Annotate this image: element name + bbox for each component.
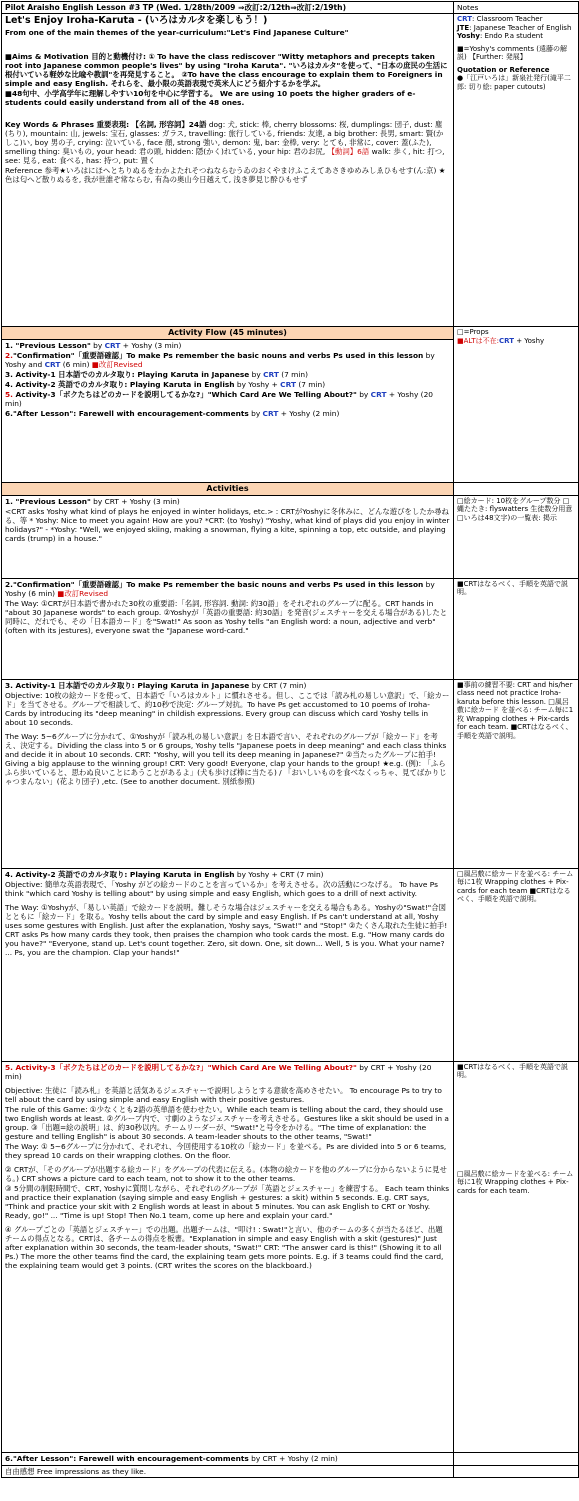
reference: Reference 参考★いろはにほへとちりぬるをわかよたれそつねならむうゐのおくやまけふこえてあさきゆめみしゑひもせす(ん:京) ★色は匂へど散りぬるを, 我が世誰ぞ常ならむ, 有為の奥山今日越えて, 浅き夢見じ酔ひもせず (5, 166, 446, 185)
activity-5-rule: The rule of this Game: ①少なくとも2語の英単語を使わせたい。While each team is telling about the card, they should use two English words at least. ②グループ内で、寸劇のようなジェスチャーを考えさせる。Gestures like a skit should be used in a group. ③「出題=絵の説明」は、約30秒以内。チームリーダーが、"Swat!"と号令をかける。"The time of explanation: the gesture and telling English" is about 30 seconds. A team-leader shouts to the other teams, "Swat!" (5, 1104, 449, 1141)
activity-2 (2, 578, 454, 679)
activity-3-notes: ■事前の練習不要: CRT and his/her class need not practice Iroha-karuta before this lesson. □風呂敷に絵カード を並べる: チーム毎に1枚 Wrapping clothes + Pix-cards for each team. ■CRTはなるべく、手順を英語で説明。 (454, 679, 579, 868)
yoshy-abbr: Yoshy (457, 32, 480, 41)
free-impressions: 自由感想 Free impressions as they like. (2, 1465, 454, 1477)
flow-notes (454, 327, 579, 483)
activity-2-revised: ■改訂Revised (57, 588, 109, 598)
aims-level: ■48句中、小学高学年に理解しやすい10句を中心に学習する。 We are using 10 poets the higher graders of e-students could easily understand from all of the 48 ones. (5, 88, 416, 108)
activity-1-by: by CRT + Yoshy (3 min) (90, 496, 180, 506)
activity-4-title: 4. Activity-2 英語でのカルタ取り: Playing Karuta in English (5, 869, 235, 879)
flow-list (2, 340, 454, 483)
activity-4-way: The Way: ①Yoshyが、「易しい英語」で絵カードを説明。難しそうな場合はジェスチャーを交える場合もある。Yoshyの"Swat!"合図とともに「絵カード」を取る。Yoshy tells about the card by simple and easy English. If Ps can't understand at all, Yoshy uses some gestures with English. Just after the explanation, Yoshy says, "Swat!" and "Stop!" ②たくさん取れた生徒に拍手! CRT asks Ps how many cards they took, then praises the champion who took cards the most. E.g. "How many cards do you have?" "Everyone, stand up. Let's count together. Zero, sit down. One, sit down... Well, 5 is you. What your name? ... Ps, you are the champion. Clap your hands!" (5, 902, 448, 957)
aims-paragraph: ■Aims & Motivation 目的と動機付け: ① To have the class rediscover "Witty metaphors and precepts taken root into Japanese common people's lives" by using "Iroha Karuta". "いろはカルタ"を使って、"日本の庶民の生活に根付いている軽妙な比喩や教訓"を再発見すること。 ②To have the class encourage to explain them to Foreigners in simple and easy English. それらを、最小限の英語表現で英米人にどう紹介するかを学ぶ。 (5, 51, 448, 88)
activity-4-objective: Objective: 簡単な英語表現で、「Yoshy がどの絵カードのことを言っているか」を考えさせる。次の活動につなげる。 To have Ps think "which card Yoshy is telling about" by using simple and easy English, which goes to a drill of next activity. (5, 879, 438, 898)
yoshy-def: : Endo P.a student (479, 32, 543, 41)
lesson-plan-table (1, 1, 579, 1478)
activity-3 (2, 679, 454, 868)
activity-3-way: The Way: 5~6グループに分かれて、①Yoshyが「読み札の易しい意訳」を日本語で言い、それぞれのグループが「絵カード」を考え、決定する。Dividing the class into 5 or 6 groups, Yoshy tells "Japanese poets in deep meaning" and each class thinks and decide it in about 10 seconds. CRT: "Yoshy, will you tell its deep meaning in Japanese?" ②当たったグループに拍手! Giving a big applause to the winning group! CRT: Very good! Everyone, clap your hands to the group! ★e.g. (例): 「ふらふら歩いていると、思わぬ良いことにあうことがあるよ」(犬も歩けば棒に当たる) / 「おいしいものを食べなくっちゃ、見てばかりじゃつまんない」(花より団子) ,etc. (See to another document. 別紙参照) (5, 731, 447, 787)
crt-abbr: CRT (457, 15, 472, 24)
activities-header-notes (454, 483, 579, 496)
key-words-verbs: walk: 歩く, hit: 打つ, see: 見る, eat: 食べる, has: 持つ, put: 置く (5, 147, 445, 166)
lesson-plan-sheet (1, 1, 578, 1478)
activity-1-body: <CRT asks Yoshy what kind of plays he enjoyed in winter holidays, etc.> : CRTがYoshyに冬休みに、どんな遊びをしたか尋ねる、等 * Yoshy: Nice to meet you again! How are you? *CRT: (to Yoshy) "Yoshy, what kind of plays did you enjoy in winter holidays?" - *Yoshy: "Well, we enjoyed skiing, making a snowman, flying a kite, spinning a top, etc outside, and playing cards (trump) in a house." (5, 506, 450, 543)
key-words-head: Key Words & Phrases 重要表現: 【名詞, 形容詞】24語 (5, 120, 207, 130)
activity-1 (2, 495, 454, 578)
plan-title: Pilot Araisho English Lesson #3 TP (Wed. 1/28th/2009 ⇒改訂:2/12th⇒改訂:2/19th) (2, 2, 454, 14)
activity-2-notes: ■CRTはなるべく、手順を英語で説明。 (454, 578, 579, 679)
activity-5-title: 5. Activity-3「ボクたちはどのカードを説明してるかな?」"Which Card Are We Telling About?" (5, 1062, 357, 1072)
activity-5-way-2: ② CRTが、「そのグループが出題する絵カード」をグループの代表に伝える。(本物の絵カードを他のグループに分からないように見せる。) CRT shows a picture card to each team, not to show it to the other teams. (5, 1165, 447, 1184)
activity-5-note-2: □風呂敷に絵カードを並べる: チーム毎に1枚 Wrapping clothes + Pix-cards for each team. (457, 1169, 574, 1195)
alt-yoshy: + Yoshy (513, 336, 545, 345)
alt-absent: ■ALTは不在: (457, 336, 499, 345)
free-impressions-notes (454, 1465, 579, 1477)
quote-body: ●「江戸いろは」新泉社発行(滝平二郎: 切り絵: paper cutouts) (457, 74, 571, 91)
intro-notes (454, 14, 579, 327)
notes-label: Notes (454, 2, 579, 14)
flow-item-3: 3. Activity-1 日本語でのカルタ取り: Playing Karuta in Japanese by CRT (7 min) (5, 370, 308, 380)
activities-header: Activities (2, 483, 454, 496)
quote-head: Quotation or Reference (457, 65, 550, 74)
activity-6-title: 6."After Lesson": Farewell with encouragement-comments (5, 1453, 249, 1463)
activity-3-objective: Objective: 10枚の絵カードを使って、日本語で「いろはカルト」に慣れさせる。但し、ここでは「読み札の易しい意訳」で、「絵カード」を当てさせる。グループで相談して、約10秒で決定: グループ対抗。To have Ps get accustomed to 10 poems of Iroha-Cards by introducing its "deep meaning" in childish expressions. Every group can discuss which card Yoshy tells in about 10 seconds. (5, 690, 450, 727)
activity-6-notes (454, 1452, 579, 1465)
activity-3-title: 3. Activity-1 日本語でのカルタ取り: Playing Karuta in Japanese (5, 680, 250, 690)
flow-item-6: 6."After Lesson": Farewell with encouragement-comments by CRT + Yoshy (2 min) (5, 409, 340, 419)
activity-3-by: by CRT (7 min) (249, 680, 307, 690)
activity-5-way-1: The Way: ① 5~6グループに分かれて、それぞれ、今回使用する10枚の「絵カード」を並べる。Ps are divided into 5 or 6 teams, they spread 10 cards on their wrapping clothes. On the floor. (5, 1142, 447, 1161)
activity-4-notes: □風呂敷に絵カードを並べる: チーム毎に1枚 Wrapping clothes + Pix-cards for each team ■CRTはなるべく、手順を英語で説明。 (454, 868, 579, 1061)
activity-4-by: by Yoshy + CRT (7 min) (234, 869, 324, 879)
activity-5-objective: Objective: 生徒に「読み札」を英語と活気あるジェスチャーで説明しようとする意欲を高めさせたい。 To encourage Ps to try to tell about the card by using simple and easy English with their positive gestures. (5, 1085, 442, 1104)
activity-5-notes (454, 1061, 579, 1452)
activity-5-by: by CRT + Yoshy (20 min) (5, 1062, 432, 1081)
alt-crt: CRT (498, 336, 514, 345)
activity-4 (2, 868, 454, 1061)
key-words (5, 120, 450, 165)
key-words-verbs-head: 【動詞】6語 (325, 147, 370, 157)
flow-item-1: 1. "Previous Lesson" by CRT + Yoshy (3 min) (5, 341, 182, 350)
lesson-title: Let's Enjoy Iroha-Karuta - (いろはカルタを楽しもう！) (5, 15, 268, 27)
activity-1-notes: □絵カード: 10枚をグループ数分 □蝿たたき: flyswatters 生徒数分用意 □いろは48文字)の一覧表: 掲示 (454, 495, 579, 578)
activity-5-way-3: ③ 5分間の制限時間で、CRT, Yoshyに質問しながら、それぞれのグループが「英語とジェスチャー」を練習する。 Each team thinks and practice their explanation (saying simple and easy English + gestures: a skit) within 5 seconds. E.g. CRT says, "Think and practice your skit with 2 English words at least in about 5 minutes. You can ask English to CRT or Yoshy. Ready, go!" ... "Time is up! Stop! Then No.1 team, come up here and explain your card." (5, 1184, 450, 1221)
flow-header: Activity Flow (45 minutes) (2, 327, 454, 340)
activity-6-by: by CRT + Yoshy (2 min) (248, 1453, 338, 1463)
comment-legend: ■=Yoshy's comments (遠藤の解説) 【Further: 発展】 (457, 44, 567, 62)
activity-1-title: 1. "Previous Lesson" (5, 496, 91, 506)
props-legend: □=Props (457, 328, 489, 337)
activity-5-way-4: ④ グループごとの「英語とジェスチャー」での出題。出題チームは、"叩け! : Swat!"と言い、他のチームの多くが当たるほど、出題チームの得点となる。CRTは、各チームの得点を板書。"Explanation in simple and easy English with a skit (gestures)" Just after explanation within 30 seconds, the team-leader shouts, "Swat!" CRT: "The answer card is this!" (Showing it to all Ps.) The more the other teams find the card, the explaining team gets more points. E.g. if 3 teams could find the card, the explaining team would get 3 points. (CRT writes the scores on the blackboard.) (5, 1225, 444, 1271)
activity-2-way: The Way: ①CRTが日本語で書かれた30枚の重要語:「名詞, 形容詞. 動詞: 約30語」をそれぞれのグループに配る。CRT hands in "about 30 Japanese words" to each group. ②Yoshyが「英語の重要語: 約30語」を発音(ジェスチャーを交える場合がある)したと同時に、だれでも、その「日本語カード」を"Swat!" As soon as Yoshy tells "an English word: a noun, adjective and verb"(often with its jestures), everyone swat the "Japanese word-card." (5, 598, 448, 635)
activity-5 (2, 1061, 454, 1452)
key-words-nouns: dog: 犬, stick: 棒, cherry blossoms: 桜, dumplings: 団子, dust: 塵(ちり), mountain: 山, jewels: 宝石, glasses: ガラス, travelling: 旅行している, friends: 友達, a big brother: 長男, smart: 賢(かしこ)い, boy 男の子, crying: 泣いている, face 顔, strong 強い, demon: 鬼, bar: 金棒, very: とても, 非常に, cover: 蓋(ふた), smelling thing: 臭いもの, your head: 君の頭, hidden: 隠(かく)れている, your hip: 君のお尻, (5, 120, 444, 157)
flow-item-2: 2."Confirmation"「重要語確認」To make Ps remember the basic nouns and verbs Ps used in this lesson by Yoshy and CRT (6 min) ■改訂Revised (5, 351, 435, 370)
jte-abbr: JTE (457, 23, 470, 32)
activity-5-note-1: ■CRTはなるべく、手順を英語で説明。 (457, 1062, 568, 1080)
flow-item-5: 5. Activity-3「ボクたちはどのカードを説明してるかな?」"Which Card Are We Telling About?" by CRT + Yoshy (20 min) (5, 390, 433, 409)
intro-cell (2, 14, 454, 327)
crt-def: : Classroom Teacher (472, 15, 543, 24)
flow-item-4: 4. Activity-2 英語でのカルタ取り: Playing Karuta in English by Yoshy + CRT (7 min) (5, 380, 326, 390)
jte-def: : Japanese Teacher of English (469, 23, 572, 32)
activity-2-title: 2."Confirmation"「重要語確認」To make Ps remember the basic nouns and verbs Ps used in this lesson (5, 579, 424, 589)
activity-2-by: by Yoshy (6 min) (5, 579, 435, 598)
curriculum-theme: From one of the main themes of the year-curriculum:"Let's Find Japanese Culture" (5, 27, 349, 37)
activity-6 (2, 1452, 454, 1465)
